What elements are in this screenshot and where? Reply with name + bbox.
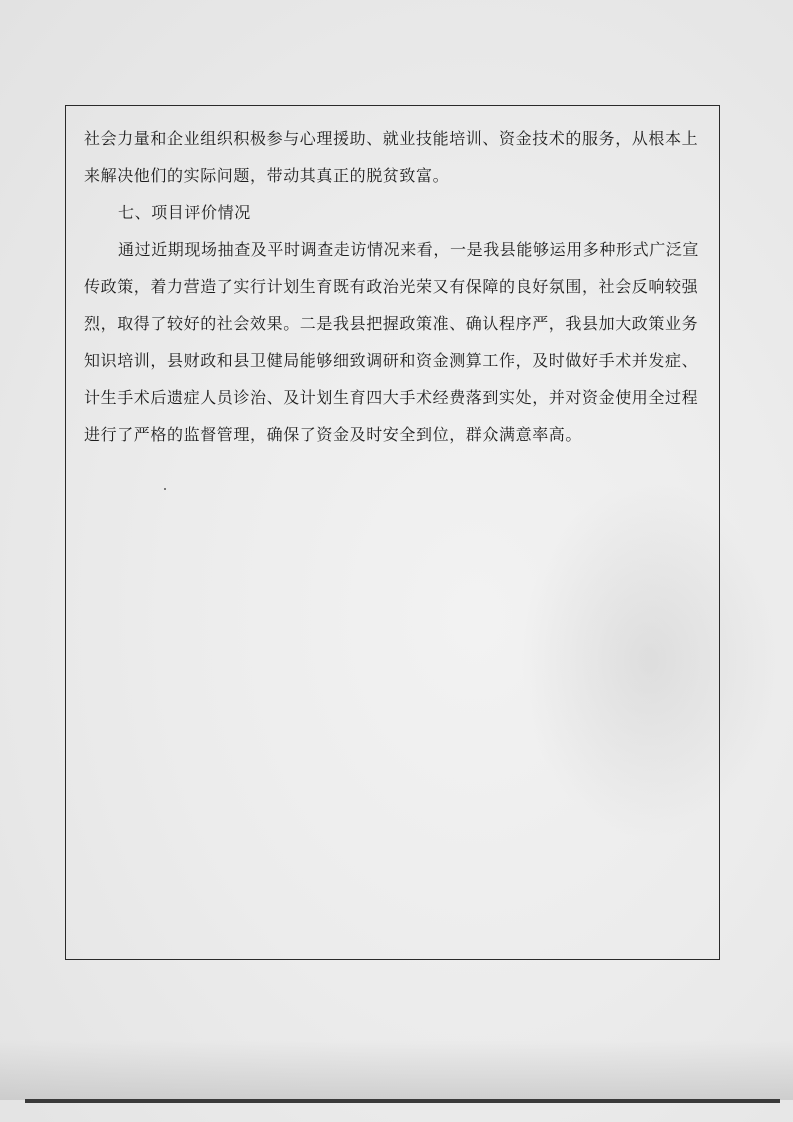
- scan-speck: [164, 488, 166, 490]
- section-heading: 七、项目评价情况: [118, 203, 251, 222]
- continued-paragraph: 社会力量和企业组织积极参与心理援助、就业技能培训、资金技术的服务，从根本上来解决他们的实际问题，带动其真正的脱贫致富。: [84, 129, 699, 185]
- content-frame: [65, 105, 720, 960]
- page-bottom-rule: [25, 1099, 780, 1103]
- document-body: [84, 120, 714, 453]
- scan-bottom-shadow: [0, 1040, 793, 1100]
- evaluation-paragraph: 通过近期现场抽查及平时调查走访情况来看，一是我县能够运用多种形式广泛宣传政策，着力营造了实行计划生育既有政治光荣又有保障的良好氛围，社会反响较强烈，取得了较好的社会效果。二是我县把握政策准、确认程序严，我县加大政策业务知识培训，县财政和县卫健局能够细致调研和资金测算工作，及时做好手术并发症、计生手术后遗症人员诊治、及计划生育四大手术经费落到实处，并对资金使用全过程进行了严格的监督管理，确保了资金及时安全到位，群众满意率高。: [84, 240, 700, 444]
